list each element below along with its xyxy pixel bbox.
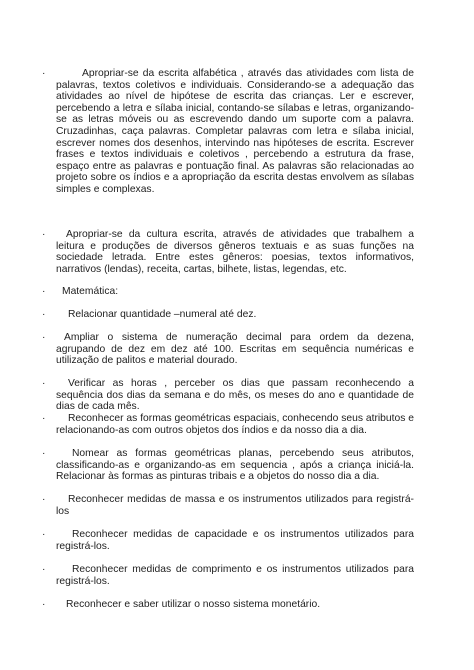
- section-heading: Matemática:: [62, 286, 119, 297]
- bullet: ·: [42, 378, 46, 389]
- paragraph-text: Nomear as formas geométricas planas, percebendo seus atributos, classificando-as e organizando-as em sequencia , após a criança iniciá-la. Relacionar às formas as pinturas tribais e a objetos do nosso dia a dia.: [56, 448, 414, 483]
- list-item: [42, 286, 414, 298]
- list-item: [42, 378, 414, 413]
- bullet: ·: [42, 332, 46, 343]
- list-item: [42, 599, 414, 611]
- paragraph-text: Reconhecer medidas de massa e os instrumentos utilizados para registrá-los: [56, 494, 414, 517]
- list-item: [42, 309, 414, 321]
- list-item: [42, 494, 414, 517]
- list-item: [42, 529, 414, 552]
- bullet: ·: [42, 309, 46, 320]
- bullet: ·: [42, 229, 46, 240]
- bullet: ·: [42, 286, 46, 297]
- list-item: [42, 332, 414, 367]
- bullet: ·: [42, 564, 46, 575]
- list-item: [42, 413, 414, 436]
- paragraph-text: Verificar as horas , perceber os dias que passam reconhecendo a sequência dos dias da semana e do mês, os meses do ano e quantidade de dias de cada mês.: [56, 378, 414, 413]
- paragraph-text: Reconhecer as formas geométricas espaciais, conhecendo seus atributos e relacionando-as com outros objetos dos índios e da nosso dia a dia.: [56, 413, 414, 436]
- list-item: [42, 564, 414, 587]
- bullet: ·: [42, 68, 46, 79]
- bullet: ·: [42, 413, 46, 424]
- list-item: [42, 68, 414, 196]
- bullet: ·: [42, 599, 46, 610]
- list-item: [42, 229, 414, 275]
- paragraph-text: Relacionar quantidade –numeral até dez.: [68, 309, 257, 320]
- paragraph-text: Reconhecer medidas de capacidade e os instrumentos utilizados para registrá-los.: [56, 529, 414, 552]
- bullet: ·: [42, 494, 46, 505]
- paragraph-text: Reconhecer medidas de comprimento e os instrumentos utilizados para registrá-los.: [56, 564, 414, 587]
- bullet: ·: [42, 448, 46, 459]
- paragraph-text: Ampliar o sistema de numeração decimal para ordem da dezena, agrupando de dez em dez até 100. Escritas em sequência numéricas e utilização de palitos e material dourado.: [56, 332, 414, 367]
- paragraph-text: Reconhecer e saber utilizar o nosso sistema monetário.: [66, 599, 321, 610]
- paragraph-text: Apropriar-se da escrita alfabética , através das atividades com lista de palavras, textos coletivos e individuais. Considerando-se a adequação das atividades ao nível de hipótese de escrita das crianças. Ler e escrever, percebendo a letra e sílaba inicial, contando-se sílabas e letras, organizando-se as letras móveis ou as escrevendo dando um suporte com a palavra. Cruzadinhas, caça palavras. Completar palavras com letra e sílaba inicial, escrever nomes dos desenhos, intervindo nas hipóteses de escrita. Escrever frases e textos individuais e coletivos , percebendo a estrutura da frase, espaço entre as palavras e pontuação final. As palavras são relacionadas ao projeto sobre os índios e a apropriação da escrita destas envolvem as sílabas simples e complexas.: [56, 68, 414, 195]
- bullet: ·: [42, 529, 46, 540]
- list-item: [42, 448, 414, 483]
- paragraph-text: Apropriar-se da cultura escrita, através de atividades que trabalhem a leitura e produções de diversos gêneros textuais e as suas funções na sociedade letrada. Entre estes gêneros: poesias, textos informativos, narrativos (lendas), receita, cartas, bilhete, listas, legendas, etc.: [56, 229, 414, 275]
